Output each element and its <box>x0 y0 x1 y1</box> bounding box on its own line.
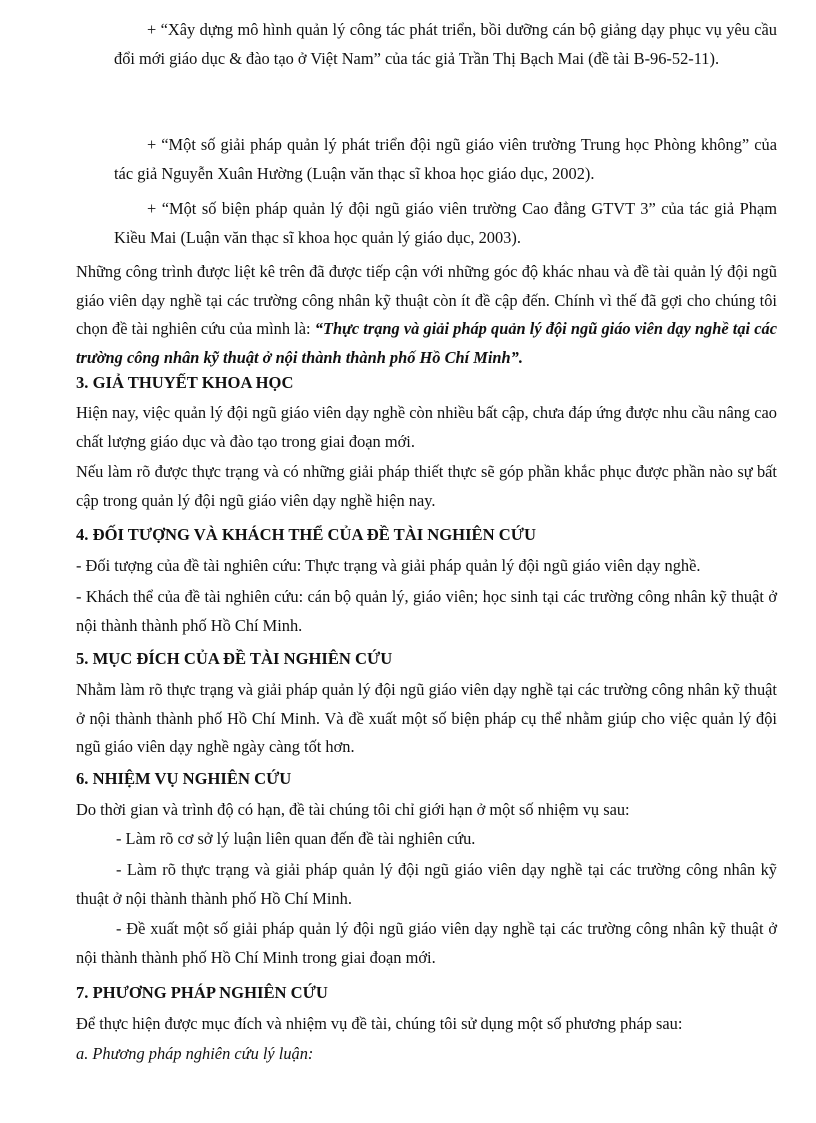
section-heading-4: 4. ĐỐI TƯỢNG VÀ KHÁCH THỂ CỦA ĐỀ TÀI NGHIÊN CỨU <box>76 525 536 544</box>
reference-item-2: + “Một số giải pháp quản lý phát triển đội ngũ giáo viên trường Trung học Phòng không” của tác giả Nguyễn Xuân Hường (Luận văn thạc sĩ khoa học giáo dục, 2002). <box>114 135 777 183</box>
method-subheading-a: a. Phương pháp nghiên cứu lý luận: <box>76 1044 314 1063</box>
section-heading-5: 5. MỤC ĐÍCH CỦA ĐỀ TÀI NGHIÊN CỨU <box>76 649 393 668</box>
tasks-intro-paragraph: Do thời gian và trình độ có hạn, đề tài chúng tôi chỉ giới hạn ở một số nhiệm vụ sau: <box>76 800 630 819</box>
task-item-2: - Làm rõ thực trạng và giải pháp quản lý đội ngũ giáo viên dạy nghề tại các trường công nhân kỹ thuật ở nội thành thành phố Hồ Chí Minh. <box>76 860 777 908</box>
research-object-paragraph: - Đối tượng của đề tài nghiên cứu: Thực trạng và giải pháp quản lý đội ngũ giáo viên dạy nghề. <box>76 556 701 575</box>
summary-text: Những công trình được liệt kê trên đã được tiếp cận với những góc độ khác nhau và đề tài quản lý đội ngũ giáo viên dạy nghề tại các trường công nhân kỹ thuật còn ít đề cập đến. Chính vì thế đã gợi cho chúng tôi chọn đề tài nghiên cứu của mình là: <box>76 262 777 338</box>
section-heading-6: 6. NHIỆM VỤ NGHIÊN CỨU <box>76 769 292 788</box>
section-heading-3: 3. GIẢ THUYẾT KHOA HỌC <box>76 373 294 392</box>
research-subject-paragraph: - Khách thể của đề tài nghiên cứu: cán bộ quản lý, giáo viên; học sinh tại các trường công nhân kỹ thuật ở nội thành thành phố Hồ Chí Minh. <box>76 587 777 635</box>
hypothesis-paragraph-2: Nếu làm rõ được thực trạng và có những giải pháp thiết thực sẽ góp phần khắc phục được phần nào sự bất cập trong quản lý đội ngũ giáo viên dạy nghề hiện nay. <box>76 462 777 510</box>
section-heading-7: 7. PHƯƠNG PHÁP NGHIÊN CỨU <box>76 983 328 1002</box>
reference-item-3: + “Một số biện pháp quản lý đội ngũ giáo viên trường Cao đẳng GTVT 3” của tác giả Phạm Kiều Mai (Luận văn thạc sĩ khoa học quản lý giáo dục, 2003). <box>114 199 777 247</box>
purpose-paragraph: Nhằm làm rõ thực trạng và giải pháp quản lý đội ngũ giáo viên dạy nghề tại các trường công nhân kỹ thuật ở nội thành thành phố Hồ Chí Minh. Và đề xuất một số biện pháp cụ thể nhằm giúp cho việc quản lý đội ngũ giáo viên dạy nghề ngày càng tốt hơn. <box>76 680 777 756</box>
thesis-title-quote: “Thực trạng và giải pháp quản lý đội ngũ giáo viên dạy nghề tại các trường công nhân kỹ thuật ở nội thành thành phố Hồ Chí Minh”. <box>76 319 778 367</box>
methods-intro-paragraph: Để thực hiện được mục đích và nhiệm vụ đề tài, chúng tôi sử dụng một số phương pháp sau: <box>76 1014 683 1033</box>
hypothesis-paragraph-1: Hiện nay, việc quản lý đội ngũ giáo viên dạy nghề còn nhiều bất cập, chưa đáp ứng được nhu cầu nâng cao chất lượng giáo dục và đào tạo trong giai đoạn mới. <box>76 403 777 451</box>
task-item-3: - Đề xuất một số giải pháp quản lý đội ngũ giáo viên dạy nghề tại các trường công nhân kỹ thuật ở nội thành thành phố Hồ Chí Minh trong giai đoạn mới. <box>76 919 777 967</box>
task-item-1: - Làm rõ cơ sở lý luận liên quan đến đề tài nghiên cứu. <box>116 829 476 848</box>
reference-item-1: + “Xây dựng mô hình quản lý công tác phát triển, bồi dưỡng cán bộ giảng dạy phục vụ yêu cầu đổi mới giáo dục & đào tạo ở Việt Nam” của tác giả Trần Thị Bạch Mai (đề tài B-96-52-11). <box>114 20 777 68</box>
literature-summary-paragraph <box>76 258 777 372</box>
